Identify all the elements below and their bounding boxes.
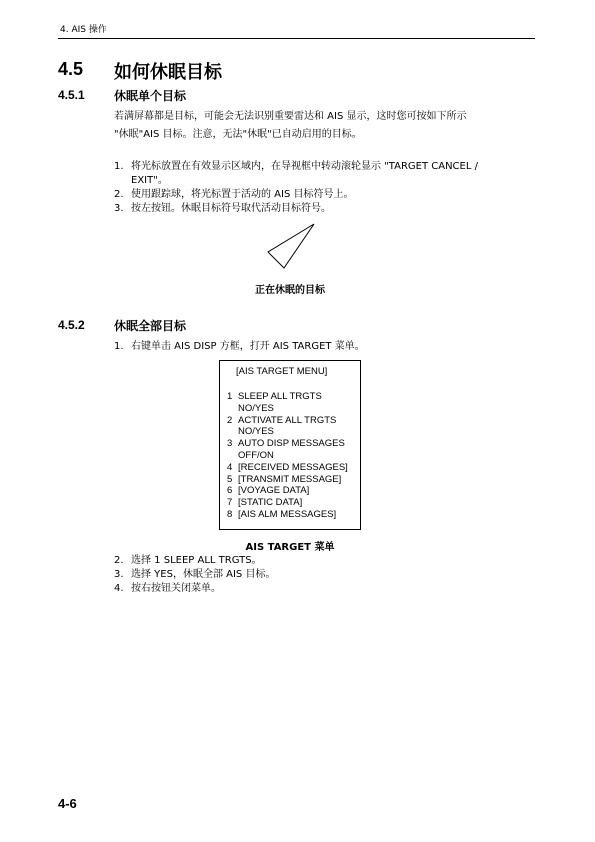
menu-item: [227, 438, 348, 450]
menu-item-label: AUTO DISP MESSAGES: [238, 438, 345, 450]
triangle-shape: [268, 224, 314, 268]
subsection-title: 休眠单个目标: [114, 89, 187, 103]
subsection-number: 4.5.1: [58, 88, 85, 102]
menu-item-label: [AIS ALM MESSAGES]: [238, 508, 337, 520]
menu-item: [227, 509, 348, 521]
step-number: 3.: [114, 203, 124, 214]
intro-paragraph: [114, 108, 534, 144]
step-number: 4.: [114, 583, 124, 594]
menu-item-label: OFF/ON: [238, 449, 274, 461]
subsection-title: 休眠全部目标: [114, 319, 187, 333]
step-number: 2.: [114, 189, 124, 200]
menu-item-label: NO/YES: [238, 426, 274, 438]
paragraph-line: "休眠"AIS 目标。注意，无法"休眠"已自动启用的目标。: [114, 129, 362, 140]
step-text: 选择 1 SLEEP ALL TRGTS。: [131, 555, 262, 566]
menu-item-number: 2: [227, 414, 233, 426]
list-item: [114, 160, 534, 188]
list-item: [114, 554, 534, 568]
steps-list: [114, 340, 534, 354]
menu-item-number: [227, 426, 238, 438]
menu-item: [227, 450, 348, 462]
menu-item-label: [VOYAGE DATA]: [238, 485, 310, 497]
menu-item-number: 1: [227, 391, 233, 402]
menu-item-number: [227, 450, 238, 462]
step-text: 选择 YES，休眠全部 AIS 目标。: [131, 569, 276, 580]
menu-item-label: [TRANSMIT MESSAGE]: [238, 473, 342, 485]
menu-item: [227, 403, 348, 415]
list-item: [114, 188, 534, 202]
menu-item: [227, 426, 348, 438]
menu-item-number: 3: [227, 438, 233, 450]
menu-item: [227, 391, 348, 403]
menu-item: [227, 474, 348, 486]
menu-item: [227, 415, 348, 427]
list-item: [114, 340, 534, 354]
step-number: 3.: [114, 569, 124, 580]
menu-item-number: 6: [227, 485, 233, 497]
step-text: [131, 160, 534, 188]
list-item: [114, 582, 534, 596]
menu-item-label: NO/YES: [238, 402, 274, 414]
step-text: 使用跟踪球，将光标置于活动的 AIS 目标符号上。: [131, 189, 354, 200]
step-number: 1.: [114, 341, 124, 352]
menu-item-number: [227, 403, 238, 415]
menu-caption: AIS TARGET 菜单: [245, 542, 335, 553]
steps-list: [114, 554, 534, 596]
step-text-line: 将光标放置在有效显示区域内，在导视框中转动滚轮显示 "TARGET CANCEL /: [131, 161, 478, 172]
menu-item: [227, 462, 348, 474]
list-item: [114, 202, 534, 216]
menu-item: [227, 485, 348, 497]
menu-item-label: SLEEP ALL TRGTS: [238, 391, 322, 402]
step-text: 右键单击 AIS DISP 方框，打开 AIS TARGET 菜单。: [131, 341, 365, 352]
steps-list: [114, 160, 534, 216]
step-text-line: EXIT"。: [131, 175, 168, 186]
menu-title: [AIS TARGET MENU]: [236, 366, 328, 377]
menu-item-number: 7: [227, 497, 233, 509]
section-title: 如何休眠目标: [114, 62, 222, 83]
ais-target-menu: [219, 360, 361, 530]
step-number: 1.: [114, 161, 124, 172]
menu-item-label: ACTIVATE ALL TRGTS: [238, 414, 337, 426]
page-number: 4-6: [58, 796, 77, 811]
header-rule: [58, 38, 535, 39]
menu-items: [227, 391, 348, 521]
menu-item-number: 5: [227, 473, 233, 485]
figure-caption: 正在休眠的目标: [255, 285, 325, 296]
sleeping-target-symbol: [264, 222, 320, 272]
menu-item-number: 8: [227, 508, 233, 520]
subsection-number: 4.5.2: [58, 318, 85, 332]
step-text: 按左按钮。休眠目标符号取代活动目标符号。: [131, 203, 331, 214]
paragraph-line: 若满屏幕都是目标，可能会无法识别重要雷达和 AIS 显示，这时您可按如下所示: [114, 111, 467, 122]
running-header: 4. AIS 操作: [60, 25, 107, 35]
section-number: 4.5: [58, 59, 84, 79]
list-item: [114, 568, 534, 582]
menu-item-number: 4: [227, 461, 233, 473]
menu-item-label: [STATIC DATA]: [238, 497, 303, 509]
step-number: 2.: [114, 555, 124, 566]
step-text: 按右按钮关闭菜单。: [131, 583, 221, 594]
menu-item-label: [RECEIVED MESSAGES]: [238, 461, 348, 473]
menu-item: [227, 497, 348, 509]
